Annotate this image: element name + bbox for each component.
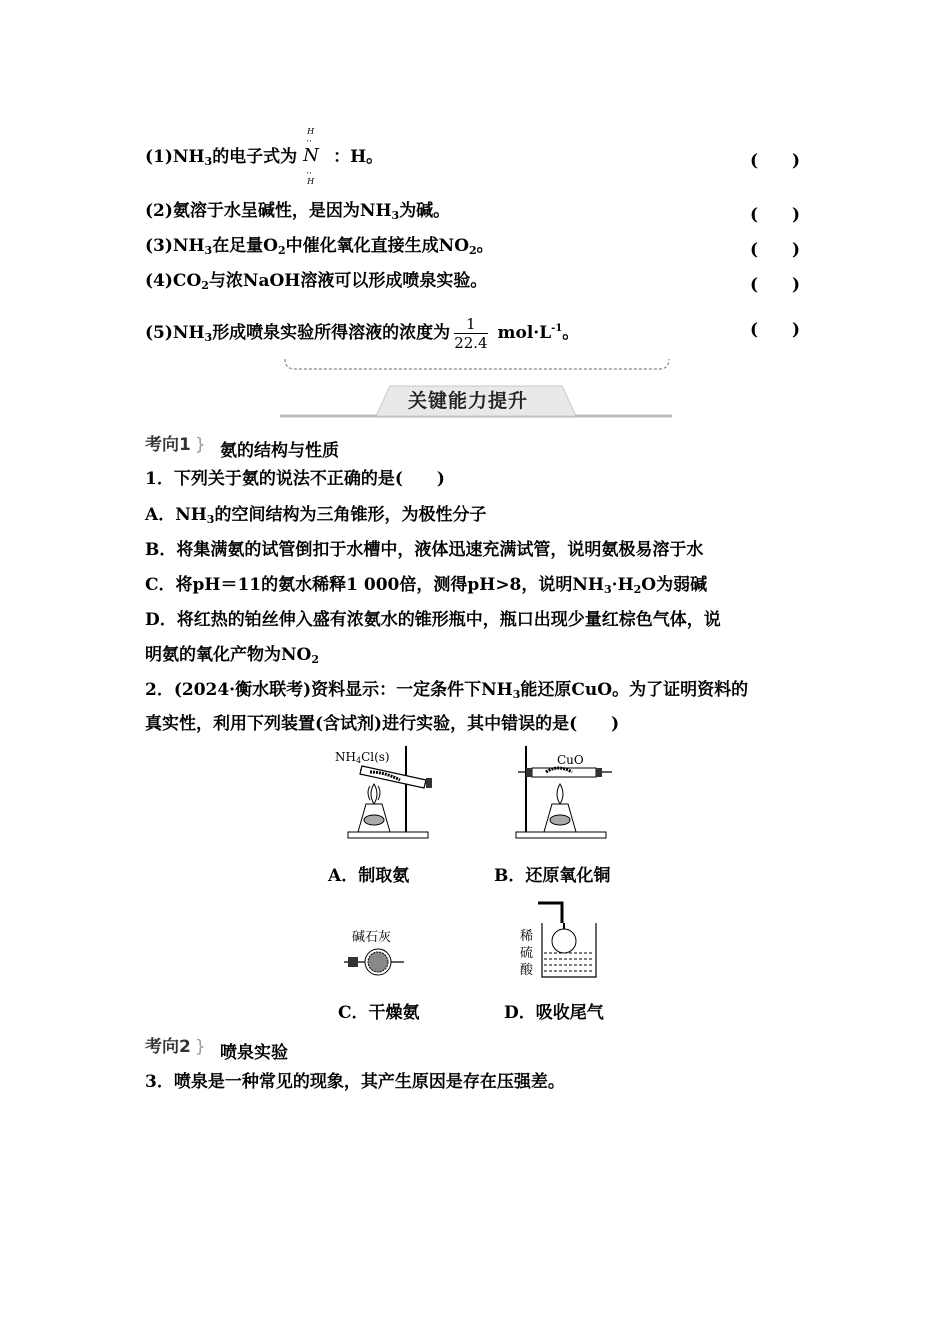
fraction: $\frac{1}{22.4}$ (454, 315, 488, 352)
caption-d[interactable]: D．吸收尾气 (504, 1003, 604, 1023)
figure-c-label: 碱石灰 (352, 930, 392, 945)
judgement-3: $(3)NH_3$在足量$O_2$中催化氧化直接生成$NO_2$。 (145, 236, 494, 257)
section-divider (283, 357, 671, 371)
answer-blank-4[interactable]: ( ) (750, 275, 801, 295)
question-1-option-b[interactable]: B．将集满氨的试管倒扣于水槽中，液体迅速充满试管，说明氨极易溶于水 (145, 540, 704, 560)
figure-a-label: NH4Cl(s) (335, 750, 390, 765)
direction-title-2: 喷泉实验 (220, 1043, 288, 1063)
direction-tag-2: 考向2 } (145, 1037, 206, 1057)
question-1-option-c[interactable]: C．将pH＝11的氨水稀释1 000倍，测得pH>8，说明$NH_3\cdot H_2O$为弱碱 (145, 575, 708, 596)
answer-blank-5[interactable]: ( ) (750, 320, 801, 340)
question-1-option-d-line2[interactable]: 明氨的氧化产物为$NO_2$ (145, 645, 320, 666)
apparatus-b-illustration (512, 742, 622, 842)
direction-title-1: 氨的结构与性质 (220, 441, 339, 461)
apparatus-a-illustration (340, 742, 440, 842)
question-1-option-d-line1[interactable]: D．将红热的铂丝伸入盛有浓氨水的锥形瓶中，瓶口出现少量红棕色气体，说 (145, 610, 721, 630)
banner-title: 关键能力提升 (408, 390, 529, 412)
question-2-line2: 真实性，利用下列装置(含试剂)进行实验，其中错误的是( ) (145, 714, 620, 734)
answer-blank-1[interactable]: ( ) (750, 151, 801, 171)
judgement-4: $(4)CO_2$与浓NaOH溶液可以形成喷泉实验。 (145, 271, 488, 292)
question-1-stem: 1．下列关于氨的说法不正确的是( ) (145, 469, 445, 489)
answer-blank-3[interactable]: ( ) (750, 240, 801, 260)
figure-d-label: 稀 硫 酸 (520, 929, 534, 978)
judgement-1: $(1)NH_3$的电子式为 H ·· N ·· H ：H。 (145, 126, 384, 186)
apparatus-c-illustration (344, 942, 406, 982)
figure-b-label: CuO (557, 753, 584, 767)
question-1-option-a[interactable]: A．$NH_3$的空间结构为三角锥形，为极性分子 (145, 505, 487, 526)
judgement-5: $(5)NH_3$形成喷泉实验所得溶液的浓度为 $\frac{1}{22.4}$ $mol\cdot L^{-1}$。 (145, 315, 580, 352)
caption-b[interactable]: B．还原氧化铜 (494, 866, 611, 886)
direction-tag-1: 考向1 } (145, 435, 206, 455)
answer-blank-2[interactable]: ( ) (750, 205, 801, 225)
apparatus-d-illustration (532, 893, 602, 983)
lewis-structure: H ·· N ·· H (303, 126, 319, 186)
judgement-2: (2)氨溶于水呈碱性，是因为$NH_3$为碱。 (145, 201, 451, 222)
question-2-line1: 2．(2024·衡水联考)资料显示：一定条件下$NH_3$能还原CuO。为了证明资料的 (145, 680, 749, 701)
caption-c[interactable]: C．干燥氨 (338, 1003, 420, 1023)
caption-a[interactable]: A．制取氨 (328, 866, 410, 886)
question-3-stem: 3．喷泉是一种常见的现象，其产生原因是存在压强差。 (145, 1072, 565, 1092)
